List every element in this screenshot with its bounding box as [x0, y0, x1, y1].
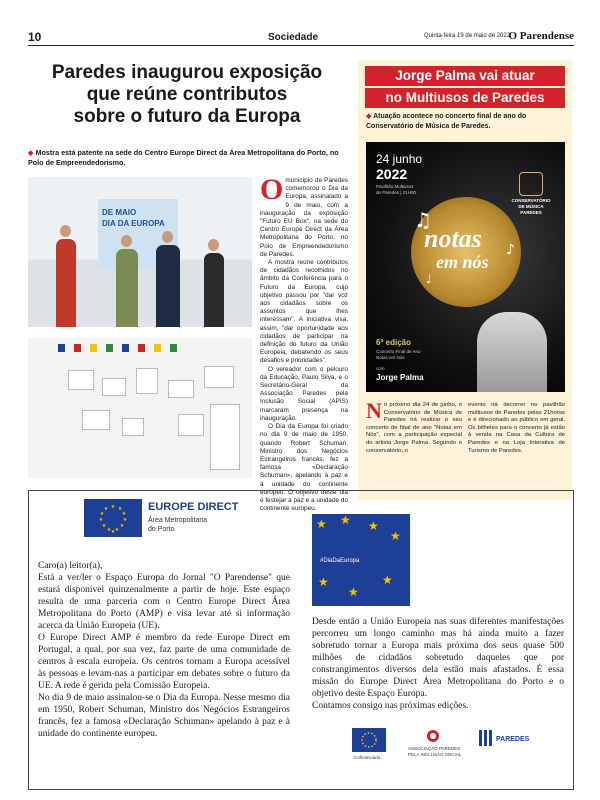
svg-text:★: ★	[122, 517, 128, 523]
bunting-flag	[90, 344, 97, 352]
svg-text:★: ★	[121, 511, 127, 517]
editorial-right-text	[312, 616, 564, 712]
article-paragraph: O Dia da Europa foi criado no dia 9 de maio de 1950, quando Robert Schuman, Ministro dos Negócios Estrangeiros francês, fez a famosa «Declaração Schuman», apelando à paz e à unidade do continente europeu. O objetivo deste dia é festejar a paz e a unidade do continente europeu.	[260, 423, 348, 513]
bunting-flag	[74, 344, 81, 352]
europe-direct-subtitle: Área Metropolitana do Porto	[148, 517, 208, 533]
article-paragraph: A mostra reúne contributos de cidadãos recolhidos no âmbito da Conferência para o Futuro da Europa, cujo objetivo passou por "dar voz aos cidadãos sobre os assuntos que lhes interessam". A iniciativa visa, assim, "dar oportunidade aos cidadãos de participar na definição do futuro da União Europeia, debatendo os seus desafios e prioridades".	[260, 259, 348, 365]
sidebar-paragraph: o próximo dia 24 de junho, o Conservatório de Música de Paredes irá realizar o seu concerto de final de ano "Notas em Nós", com a participação especial do artista Jorge Palma. Segundo o conservatório, o	[366, 402, 462, 454]
person-head	[208, 239, 219, 251]
poster-edition-sub: Concerto Final de Ano Notas em Nós	[376, 349, 421, 360]
exhibit-card	[136, 368, 158, 394]
inauguration-photo	[28, 177, 252, 327]
page-header	[28, 30, 574, 46]
sidebar-paragraph: evento irá decorrer no pavilhão multiusos de Paredes pelas 21horas e é direcionado ao público em geral. Os bilhetes para o concerto já estão à venda na Casa da Cultura de Paredes e na Loja Interativa de Turismo de Paredes.	[468, 402, 565, 454]
sidebar-title-line: Jorge Palma vai atuar	[365, 66, 565, 86]
exhibit-box	[210, 404, 240, 470]
sidebar-column	[366, 398, 462, 455]
person-figure	[156, 245, 180, 327]
bunting-flag	[58, 344, 65, 352]
bunting-flag	[122, 344, 129, 352]
europe-direct-title: EUROPE DIRECT	[148, 501, 239, 513]
drop-cap: N	[366, 398, 382, 423]
sidebar-subtitle	[366, 112, 566, 131]
person-figure	[204, 253, 224, 327]
title-line: Paredes inaugurou exposição	[51, 62, 323, 83]
article-title	[28, 62, 346, 128]
apis-text: ASSOCIAÇÃO PAREDES PELA INCLUSÃO SOCIAL	[408, 746, 462, 757]
svg-text:★: ★	[110, 504, 116, 510]
bunting-flag	[170, 344, 177, 352]
exhibit-card	[178, 414, 204, 436]
poster-venue: Pavilhão Multiusos de Paredes | 21H00	[376, 184, 416, 195]
svg-text:★: ★	[103, 506, 109, 512]
eu-flag-icon	[84, 499, 142, 537]
section-name: Sociedade	[268, 32, 319, 43]
svg-text:★: ★	[340, 514, 351, 527]
person-figure	[56, 239, 76, 327]
poster-artist: Jorge Palma	[376, 373, 424, 382]
editorial-paragraph: Está a ver/ler o Espaço Europa do Jornal "O Parendense" que estará disponível quinzenalmente a partir de hoje. Este espaço resulta de uma parceria com o Centro Europe Direct Área Metropolitana do Porto (AMP) e visa levar até si informação acerca da União Europeia (UE).	[38, 573, 290, 631]
bunting-flag	[106, 344, 113, 352]
svg-text:★: ★	[382, 573, 393, 587]
bunting-flag	[154, 344, 161, 352]
editorial-paragraph: Caro(a) leitor(a),	[38, 561, 103, 571]
person-figure	[116, 249, 138, 327]
poster-date: 24 junho	[376, 152, 423, 166]
editorial-paragraph: No dia 9 de maio assinalou-se o Dia da Europa. Nesse mesmo dia em 1950, Robert Schuman, Ministro dos Negócios Estrangeiros francês, fez a famosa «Declaração Schuman» apelando à paz e à unidade do continente europeu.	[38, 693, 290, 739]
exhibition-photo	[28, 338, 252, 478]
svg-text:★: ★	[114, 527, 120, 533]
page-number: 10	[28, 30, 42, 44]
concert-poster	[366, 142, 565, 392]
exhibit-card	[168, 380, 194, 398]
exhibit-card	[102, 378, 126, 396]
svg-text:★: ★	[101, 523, 107, 529]
hashtag-label: #DiaDaEuropa	[320, 558, 360, 564]
music-note-icon: ♪	[506, 242, 515, 258]
drop-cap: O	[260, 173, 284, 206]
svg-text:★: ★	[99, 511, 105, 517]
article-subtitle	[28, 148, 346, 168]
editorial-paragraph: Contamos consigo nas próximas edições.	[312, 701, 469, 711]
article-paragraph: O vereador com o pelouro da Educação, Paulo Silva, e o Secretário-Geral da Associação Paredes pela Inclusão Social (APIS) marcaram presença na inauguração.	[260, 365, 348, 422]
dia-da-europa-graphic	[312, 514, 410, 606]
paredes-text: PAREDES	[496, 736, 530, 743]
bullet-icon: ◆	[28, 148, 34, 157]
apis-logo	[408, 728, 462, 757]
music-note-icon: ♫	[414, 208, 432, 232]
sidebar-subtitle-text: Atuação acontece no concerto final de ano do Conservatório de Música de Paredes.	[366, 113, 527, 130]
person-head	[162, 231, 173, 243]
article-body	[260, 173, 348, 513]
title-line: que reúne contributos	[86, 84, 288, 105]
poster-with: com	[376, 366, 385, 371]
exhibit-card	[204, 366, 234, 388]
svg-text:★: ★	[368, 519, 379, 533]
poster-title-2: em nós	[436, 252, 489, 272]
bullet-icon: ◆	[366, 113, 372, 120]
cofinanciado-logo	[352, 728, 386, 760]
sidebar-title-line: no Multiusos de Paredes	[365, 88, 565, 108]
exhibit-card	[68, 370, 94, 390]
issue-date: Quinta-feira 19 de maio de 2022	[424, 33, 511, 39]
sidebar-column	[468, 402, 565, 455]
editorial-paragraph: O Europe Direct AMP é membro da rede Europe Direct em Portugal, a qual, por sua vez, faz parte de uma comunidade de centros à escala europeia. Os centros tornam a Europa acessível às pessoas e levam-nas a participar em debates sobre o futuro da UE. A rede é gerida pela Comissão Europeia.	[38, 633, 290, 691]
artist-photo	[477, 312, 547, 392]
music-note-icon: ♩	[426, 272, 432, 286]
svg-text:★: ★	[318, 575, 329, 589]
title-line: sobre o futuro da Europa	[73, 106, 301, 127]
svg-text:★: ★	[119, 523, 125, 529]
svg-text:★: ★	[106, 527, 112, 533]
paredes-logo	[478, 728, 530, 753]
svg-text:★: ★	[348, 585, 359, 599]
svg-text:★: ★	[390, 529, 401, 543]
person-head	[121, 235, 132, 247]
poster-title: notas	[424, 224, 482, 253]
cofinanciado-text: Cofinanciado	[354, 755, 381, 760]
svg-text:★: ★	[98, 517, 104, 523]
conservatory-logo-text: CONSERVATÓRIO DE MÚSICA PAREDES	[511, 198, 551, 215]
editorial-paragraph: Desde então a União Europeia nas suas diferentes manifestações percorreu um longo caminho mas há ainda muito a fazer sobretudo tornar a Europa mais próxima dos seus quase 500 milhões de cidadãos sobretudo daqueles que por constrangimentos diversos dela estão mais afastados. É essa missão do Europe Direct Área Metropolitana do Porto e o objetivo deste Espaço Europa.	[312, 617, 564, 699]
bunting-flag	[138, 344, 145, 352]
editorial-left-text	[38, 560, 290, 740]
conservatory-icon	[519, 172, 543, 196]
apis-icon	[408, 728, 458, 744]
poster-year: 2022	[376, 166, 408, 182]
wall-sign-text: DE MAIO DIA DA EUROPA	[102, 208, 165, 228]
concert-sidebar	[358, 60, 572, 500]
svg-text:★: ★	[117, 506, 123, 512]
poster-edition: 6ª edição	[376, 338, 411, 347]
article-paragraph: município de Paredes comemorou o Dia da Europa, assinalado a 9 de maio, com a inauguração da exposição "Futuro EU Box", na sede do Centro Europe Direct da Área Metropolitana do Porto, no Polo de Empreendedorismo de Paredes.	[260, 177, 348, 258]
svg-text:★: ★	[110, 529, 116, 535]
exhibit-card	[82, 410, 110, 430]
svg-text:★: ★	[316, 517, 327, 531]
conservatory-logo	[507, 172, 555, 216]
subtitle-text: Mostra está patente na sede do Centro Europe Direct da Área Metropolitana do Porto, no Polo de Empreendedorismo.	[28, 148, 339, 167]
newspaper-name: O Parendense	[508, 30, 574, 42]
exhibit-card	[122, 418, 144, 436]
eu-flag-icon	[352, 728, 386, 752]
europe-direct-logo	[84, 499, 262, 545]
paredes-icon	[478, 728, 494, 748]
person-head	[60, 225, 71, 237]
